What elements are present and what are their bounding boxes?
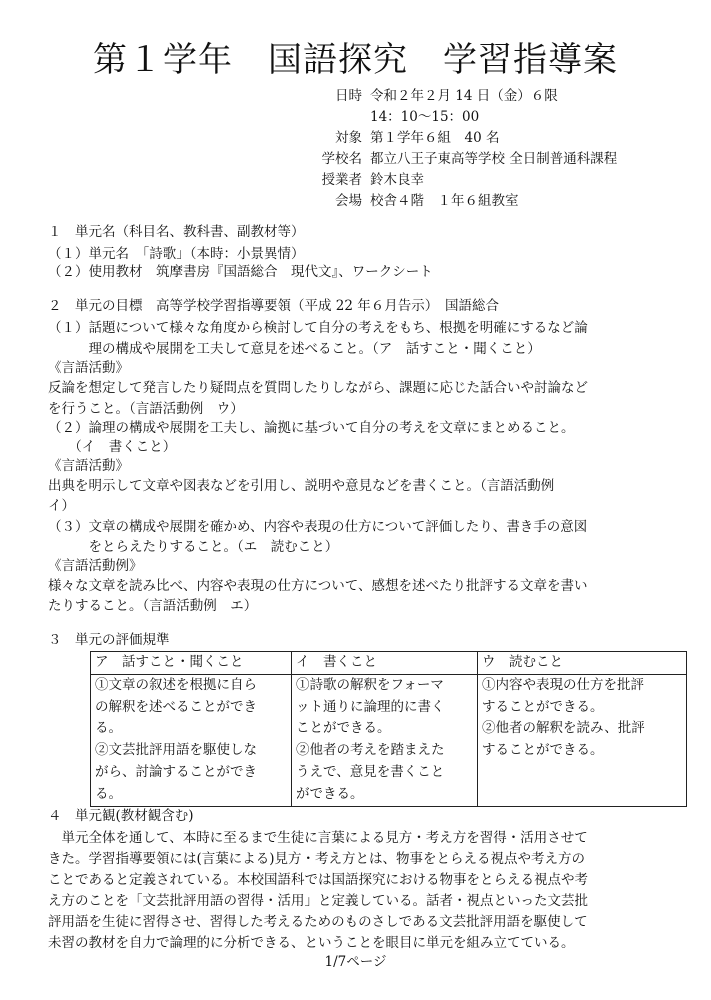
criteria-line: ②文芸批評用語を駆使しな	[95, 742, 257, 759]
section4-line: 単元全体を通して、本時に至るまで生徒に言葉による見方・考え方を習得・活用させて	[48, 830, 588, 846]
lesson-meta	[300, 86, 617, 212]
meta-school	[300, 149, 617, 170]
meta-target	[300, 128, 617, 149]
section4-line: 評用語を生徒に習得させ、習得した考えるためのものさしである文芸批評用語を駆使して	[48, 914, 588, 930]
meta-time	[300, 107, 617, 128]
meta-time-value: 14：10～15：00	[370, 109, 480, 125]
criteria-line: ①文章の叙述を根拠に自ら	[95, 676, 257, 693]
meta-teacher-value: 鈴木良幸	[370, 172, 424, 188]
criteria-line: うえで、意見を書くこと	[296, 763, 445, 780]
section4-line: 未習の教材を自力で論理的に分析できる、ということを眼目に単元を組み立てている。	[48, 935, 575, 951]
meta-date-label: 日時	[335, 88, 362, 104]
meta-target-value: 第１学年６組 40 名	[370, 130, 500, 146]
section2-item2-line1: （２）論理の構成や展開を工夫し、論拠に基づいて自分の考えを文章にまとめること。	[48, 420, 575, 436]
section4-line: きた。学習指導要領には(言葉による)見方・考え方とは、物事をとらえる視点や考え方の	[48, 851, 586, 867]
meta-date	[300, 86, 617, 107]
criteria-line: がら、討論することができ	[95, 763, 257, 780]
section2-item1-line2: 理の構成や展開を工夫して意見を述べること。（ア 話すこと・聞くこと）	[48, 341, 541, 357]
meta-target-label: 対象	[335, 130, 362, 146]
criteria-line: る。	[95, 720, 122, 737]
meta-school-label: 学校名	[321, 151, 362, 167]
criteria-line: ができる。	[296, 785, 364, 802]
criteria-line: ことができる。	[296, 720, 391, 737]
evaluation-criteria-table	[90, 651, 687, 807]
section2-activity2-line2: イ）	[48, 498, 75, 514]
criteria-line: ①内容や表現の仕方を批評	[482, 676, 644, 693]
meta-teacher-label: 授業者	[321, 172, 362, 188]
section3-heading: ３ 単元の評価規準	[48, 632, 170, 648]
section4-line: ことであると定義されている。本校国語科では国語探究における物事をとらえる視点や考	[48, 872, 588, 888]
section2-heading: ２ 単元の目標 高等学校学習指導要領（平成 22 年６月告示） 国語総合	[48, 298, 500, 314]
criteria-line: ①詩歌の解釈をフォーマ	[296, 676, 444, 693]
section2-activity-label-3: 《言語活動例》	[48, 558, 143, 574]
table-row	[91, 674, 687, 806]
section1-item2: （２）使用教材 筑摩書房『国語総合 現代文』、ワークシート	[48, 264, 433, 280]
section2-activity-label-1: 《言語活動》	[48, 360, 129, 376]
criteria-line: る。	[95, 785, 122, 802]
section2-activity-label-2: 《言語活動》	[48, 458, 129, 474]
header-speaking-listening: ア 話すこと・聞くこと	[91, 652, 292, 675]
section2-activity1-line1: 反論を想定して発言したり疑問点を質問したりしながら、課題に応じた話合いや討論など	[48, 380, 588, 396]
meta-venue-value: 校舎４階 １年６組教室	[370, 193, 519, 209]
criteria-speaking-listening	[91, 674, 292, 806]
criteria-line: ット通りに論理的に書く	[296, 698, 445, 715]
meta-teacher	[300, 170, 617, 191]
section2-activity3-line1: 様々な文章を読み比べ、内容や表現の仕方について、感想を述べたり批評する文章を書い	[48, 578, 588, 594]
header-writing: イ 書くこと	[292, 652, 478, 675]
criteria-reading	[478, 674, 687, 806]
criteria-writing	[292, 674, 478, 806]
meta-school-value: 都立八王子東高等学校 全日制普通科課程	[370, 151, 618, 167]
section2-item3-line2: をとらえたりすること。（エ 読むこと）	[48, 539, 339, 555]
criteria-line: することができる。	[482, 742, 604, 759]
criteria-line: することができる。	[482, 698, 604, 715]
section2-item1-line1: （１）話題について様々な角度から検討して自分の考えをもち、根拠を明確にするなど論	[48, 320, 588, 336]
meta-venue	[300, 191, 617, 212]
section4-line: え方のことを「文芸批評用語の習得・活用」と定義している。話者・視点といった文芸批	[48, 893, 588, 909]
section2-activity1-line2: を行うこと。（言語活動例 ウ）	[48, 401, 244, 417]
criteria-line: ②他者の解釈を読み、批評	[482, 720, 645, 737]
header-reading: ウ 読むこと	[478, 652, 687, 675]
section1-heading: １ 単元名（科目名、教科書、副教材等）	[48, 224, 305, 240]
section2-item2-line2: （イ 書くこと）	[48, 439, 177, 455]
page-number: 1/7ページ	[324, 954, 387, 970]
section4-heading: ４ 単元観(教材観含む)	[48, 808, 194, 824]
section2-activity2-line1: 出典を明示して文章や図表などを引用し、説明や意見などを書くこと。（言語活動例	[48, 478, 555, 494]
section2-item3-line1: （３）文章の構成や展開を確かめ、内容や表現の仕方について評価したり、書き手の意図	[48, 519, 588, 535]
section1-item1: （１）単元名 「詩歌」（本時：小景異情）	[48, 246, 305, 262]
document-title: 第１学年 国語探究 学習指導案	[93, 40, 618, 80]
meta-venue-label: 会場	[335, 193, 362, 209]
criteria-line: ②他者の考えを踏まえた	[296, 742, 445, 759]
table-header-row	[91, 652, 687, 675]
criteria-line: の解釈を述べることができ	[95, 698, 257, 715]
meta-date-value: 令和２年２月 14 日（金）６限	[370, 88, 558, 104]
section2-activity3-line2: たりすること。（言語活動例 エ）	[48, 598, 258, 614]
